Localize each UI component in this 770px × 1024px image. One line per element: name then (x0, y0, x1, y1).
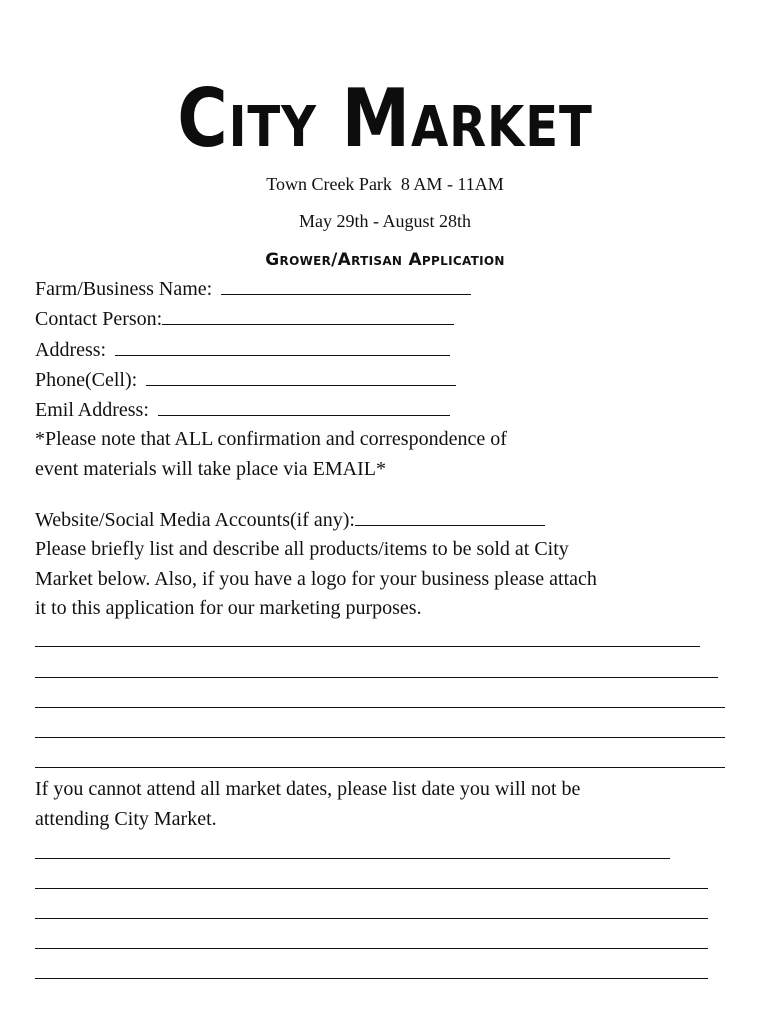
products-prompt-line-2: Market below. Also, if you have a logo for your business please attach (35, 568, 597, 590)
phone-row (35, 367, 456, 392)
products-answer-line-3[interactable] (35, 707, 725, 708)
attendance-answer-line-5[interactable] (35, 978, 708, 979)
email-note-line-1: *Please note that ALL confirmation and correspondence of (35, 428, 507, 450)
attendance-answer-line-1[interactable] (35, 858, 670, 859)
contact-person-row (35, 306, 454, 331)
website-row (35, 507, 545, 532)
products-answer-line-1[interactable] (35, 646, 700, 647)
products-answer-line-5[interactable] (35, 767, 725, 768)
attendance-answer-line-2[interactable] (35, 888, 708, 889)
attendance-prompt-line-1: If you cannot attend all market dates, please list date you will not be (35, 778, 581, 800)
email-field[interactable] (158, 397, 450, 416)
email-note-line-2: event materials will take place via EMAIL* (35, 458, 386, 480)
attendance-prompt-line-2: attending City Market. (35, 808, 217, 830)
attendance-answer-line-3[interactable] (35, 918, 708, 919)
email-label: Emil Address: (35, 399, 149, 421)
website-field[interactable] (355, 507, 545, 526)
business-name-field[interactable] (221, 276, 471, 295)
address-label: Address: (35, 339, 107, 361)
address-field[interactable] (115, 337, 450, 356)
products-prompt-line-3: it to this application for our marketing purposes. (35, 597, 422, 619)
contact-person-label: Contact Person: (35, 308, 163, 330)
contact-person-field[interactable] (162, 306, 454, 325)
season-dates-text: May 29th - August 28th (298, 211, 471, 231)
email-row (35, 397, 450, 422)
business-name-label: Farm/Business Name: (35, 278, 213, 300)
phone-field[interactable] (146, 367, 456, 386)
page-title: City Market (177, 72, 593, 165)
website-label: Website/Social Media Accounts(if any): (35, 509, 355, 531)
address-row (35, 337, 450, 362)
attendance-answer-line-4[interactable] (35, 948, 708, 949)
products-prompt-line-1: Please briefly list and describe all products/items to be sold at City (35, 538, 569, 560)
phone-label: Phone(Cell): (35, 369, 138, 391)
products-answer-line-2[interactable] (35, 677, 718, 678)
location-time-text: Town Creek Park 8 AM - 11AM (266, 174, 504, 194)
application-heading: Grower/Artisan Application (265, 250, 505, 270)
business-name-row (35, 276, 471, 301)
products-answer-line-4[interactable] (35, 737, 725, 738)
